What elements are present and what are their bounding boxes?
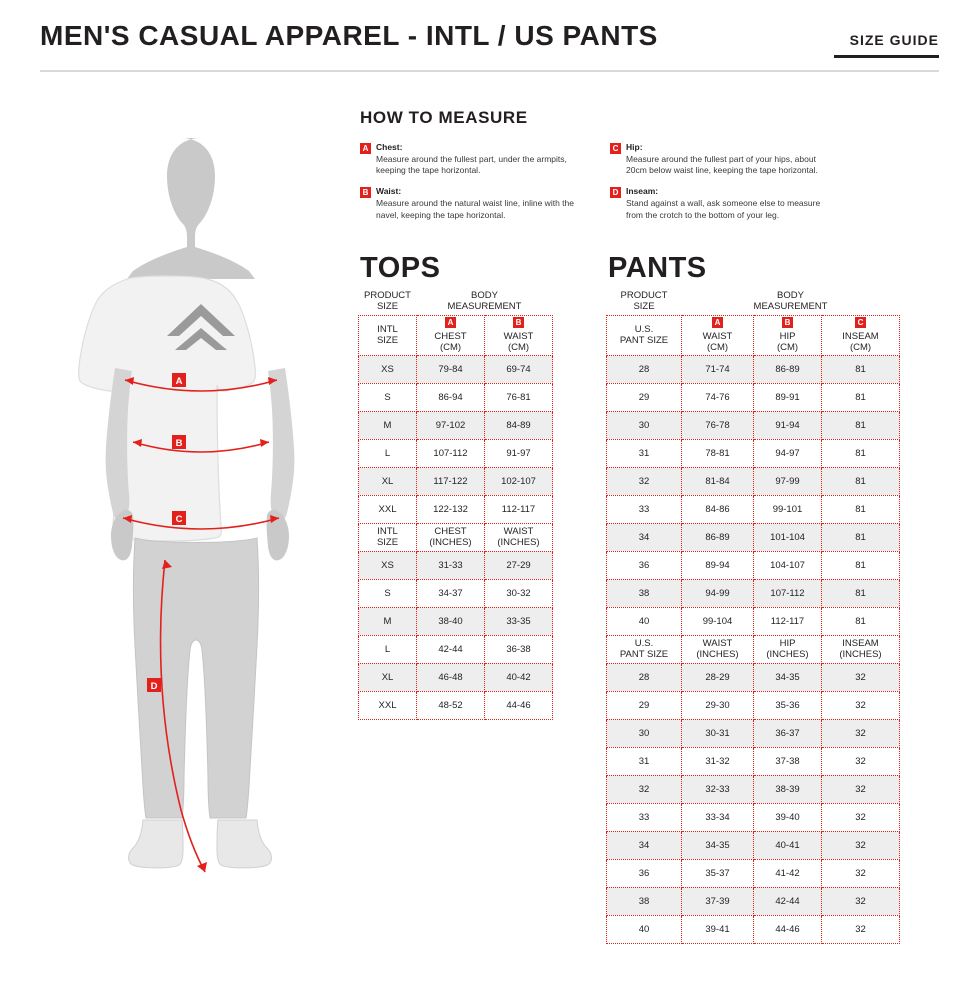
badge-b-icon: B [360,187,371,198]
size-guide-label: SIZE GUIDE [849,32,939,48]
how-to-measure-term: Hip: [626,142,643,152]
pants-tables [606,288,900,944]
table-row: S 34-37 30-32 [359,579,553,607]
pants-col-hip-inches: HIP (INCHES) [754,635,822,663]
table-row: 33 33-34 39-40 32 [607,803,900,831]
table-row: XS 79-84 69-74 [359,355,553,383]
pants-col-us-size: U.S. PANT SIZE [607,316,682,356]
table-row: L 107-112 91-97 [359,439,553,467]
pants-cm-header-row [607,316,900,356]
table-row: 34 86-89 101-104 81 [607,523,900,551]
table-row: XL 117-122 102-107 [359,467,553,495]
table-row: M 38-40 33-35 [359,607,553,635]
table-row: 40 39-41 44-46 32 [607,915,900,943]
how-to-measure-section [360,108,940,230]
how-to-measure-item [360,142,582,177]
table-row: 38 37-39 42-44 32 [607,887,900,915]
tops-col-intl-size-inches: INTL SIZE [359,523,417,551]
table-row: 32 32-33 38-39 32 [607,775,900,803]
how-to-measure-column-right [610,142,832,230]
tops-inches-header-row [359,523,553,551]
table-row: S 86-94 76-81 [359,383,553,411]
badge-a-icon: A [445,317,456,328]
tops-tables [358,288,553,720]
pants-col-hip-cm: B HIP (CM) [754,316,822,356]
svg-text:A: A [175,376,183,387]
tops-body-measurement-group: BODY MEASUREMENT [447,289,522,312]
male-figure-illustration [55,130,345,890]
table-row: 33 84-86 99-101 81 [607,495,900,523]
tops-section [360,252,440,285]
how-to-measure-item [610,142,832,177]
badge-a-icon: A [360,143,371,154]
table-row: 36 35-37 41-42 32 [607,859,900,887]
how-to-measure-item [360,186,582,221]
tops-col-chest-cm: A CHEST (CM) [417,316,485,356]
badge-a-icon: A [712,317,723,328]
table-row: 32 81-84 97-99 81 [607,467,900,495]
how-to-measure-desc: Measure around the fullest part, under the armpits, keeping the tape horizontal. [376,153,567,176]
table-row: 28 71-74 86-89 81 [607,355,900,383]
badge-d-icon: D [610,187,621,198]
tops-col-waist-cm: B WAIST (CM) [485,316,553,356]
table-row: 30 76-78 91-94 81 [607,411,900,439]
pants-size-table [606,288,900,944]
measurement-figure [55,130,345,890]
pants-col-us-size-inches: U.S. PANT SIZE [607,635,682,663]
table-row: 28 28-29 34-35 32 [607,663,900,691]
pants-col-inseam-cm: C INSEAM (CM) [822,316,900,356]
pants-group-header-row [607,288,900,316]
table-row: 38 94-99 107-112 81 [607,579,900,607]
tops-product-size-group: PRODUCT SIZE [364,289,411,312]
table-row: 29 29-30 35-36 32 [607,691,900,719]
how-to-measure-heading: HOW TO MEASURE [360,108,528,127]
pants-body-measurement-group: BODY MEASUREMENT [753,289,828,312]
pants-section [608,252,707,285]
header-divider [40,70,939,72]
table-row: 34 34-35 40-41 32 [607,831,900,859]
how-to-measure-term: Inseam: [626,186,659,197]
badge-b-icon: B [782,317,793,328]
pants-col-inseam-inches: INSEAM (INCHES) [822,635,900,663]
badge-c-icon: C [610,143,621,154]
svg-text:D: D [150,681,158,692]
table-row: XXL 48-52 44-46 [359,691,553,719]
tops-title: TOPS [360,252,441,284]
how-to-measure-item [610,186,832,221]
tops-col-chest-inches: CHEST (INCHES) [417,523,485,551]
tops-cm-header-row [359,316,553,356]
table-row: M 97-102 84-89 [359,411,553,439]
table-row: 31 78-81 94-97 81 [607,439,900,467]
how-to-measure-desc: Measure around the natural waist line, inline with the navel, keeping the tape horizontal. [376,197,574,220]
badge-c-icon: C [855,317,866,328]
table-row: XS 31-33 27-29 [359,551,553,579]
how-to-measure-term: Chest: [376,142,403,152]
page-title: MEN'S CASUAL APPAREL - INTL / US PANTS [40,20,658,51]
tops-group-header-row [359,288,553,316]
table-row: L 42-44 36-38 [359,635,553,663]
pants-col-waist-cm: A WAIST (CM) [682,316,754,356]
pants-col-waist-inches: WAIST (INCHES) [682,635,754,663]
tops-col-intl-size: INTL SIZE [359,316,417,356]
table-row: 29 74-76 89-91 81 [607,383,900,411]
table-row: XXL 122-132 112-117 [359,495,553,523]
table-row: 31 31-32 37-38 32 [607,747,900,775]
badge-b-icon: B [513,317,524,328]
pants-inches-header-row [607,635,900,663]
how-to-measure-column-left [360,142,582,230]
size-guide-underline [834,55,939,58]
how-to-measure-desc: Measure around the fullest part of your hips, about 20cm below waist line, keeping the tape horizontal. [626,153,818,176]
svg-text:B: B [175,438,183,449]
pants-title: PANTS [608,252,707,284]
pants-product-size-group: PRODUCT SIZE [620,289,668,312]
table-row: XL 46-48 40-42 [359,663,553,691]
tops-size-table [358,288,553,720]
how-to-measure-desc: Stand against a wall, ask someone else to measure from the crotch to the bottom of your leg. [626,197,821,220]
svg-text:C: C [175,514,183,525]
table-row: 30 30-31 36-37 32 [607,719,900,747]
table-row: 36 89-94 104-107 81 [607,551,900,579]
how-to-measure-term: Waist: [376,186,402,197]
page-header [0,0,979,72]
table-row: 40 99-104 112-117 81 [607,607,900,635]
tops-col-waist-inches: WAIST (INCHES) [485,523,553,551]
